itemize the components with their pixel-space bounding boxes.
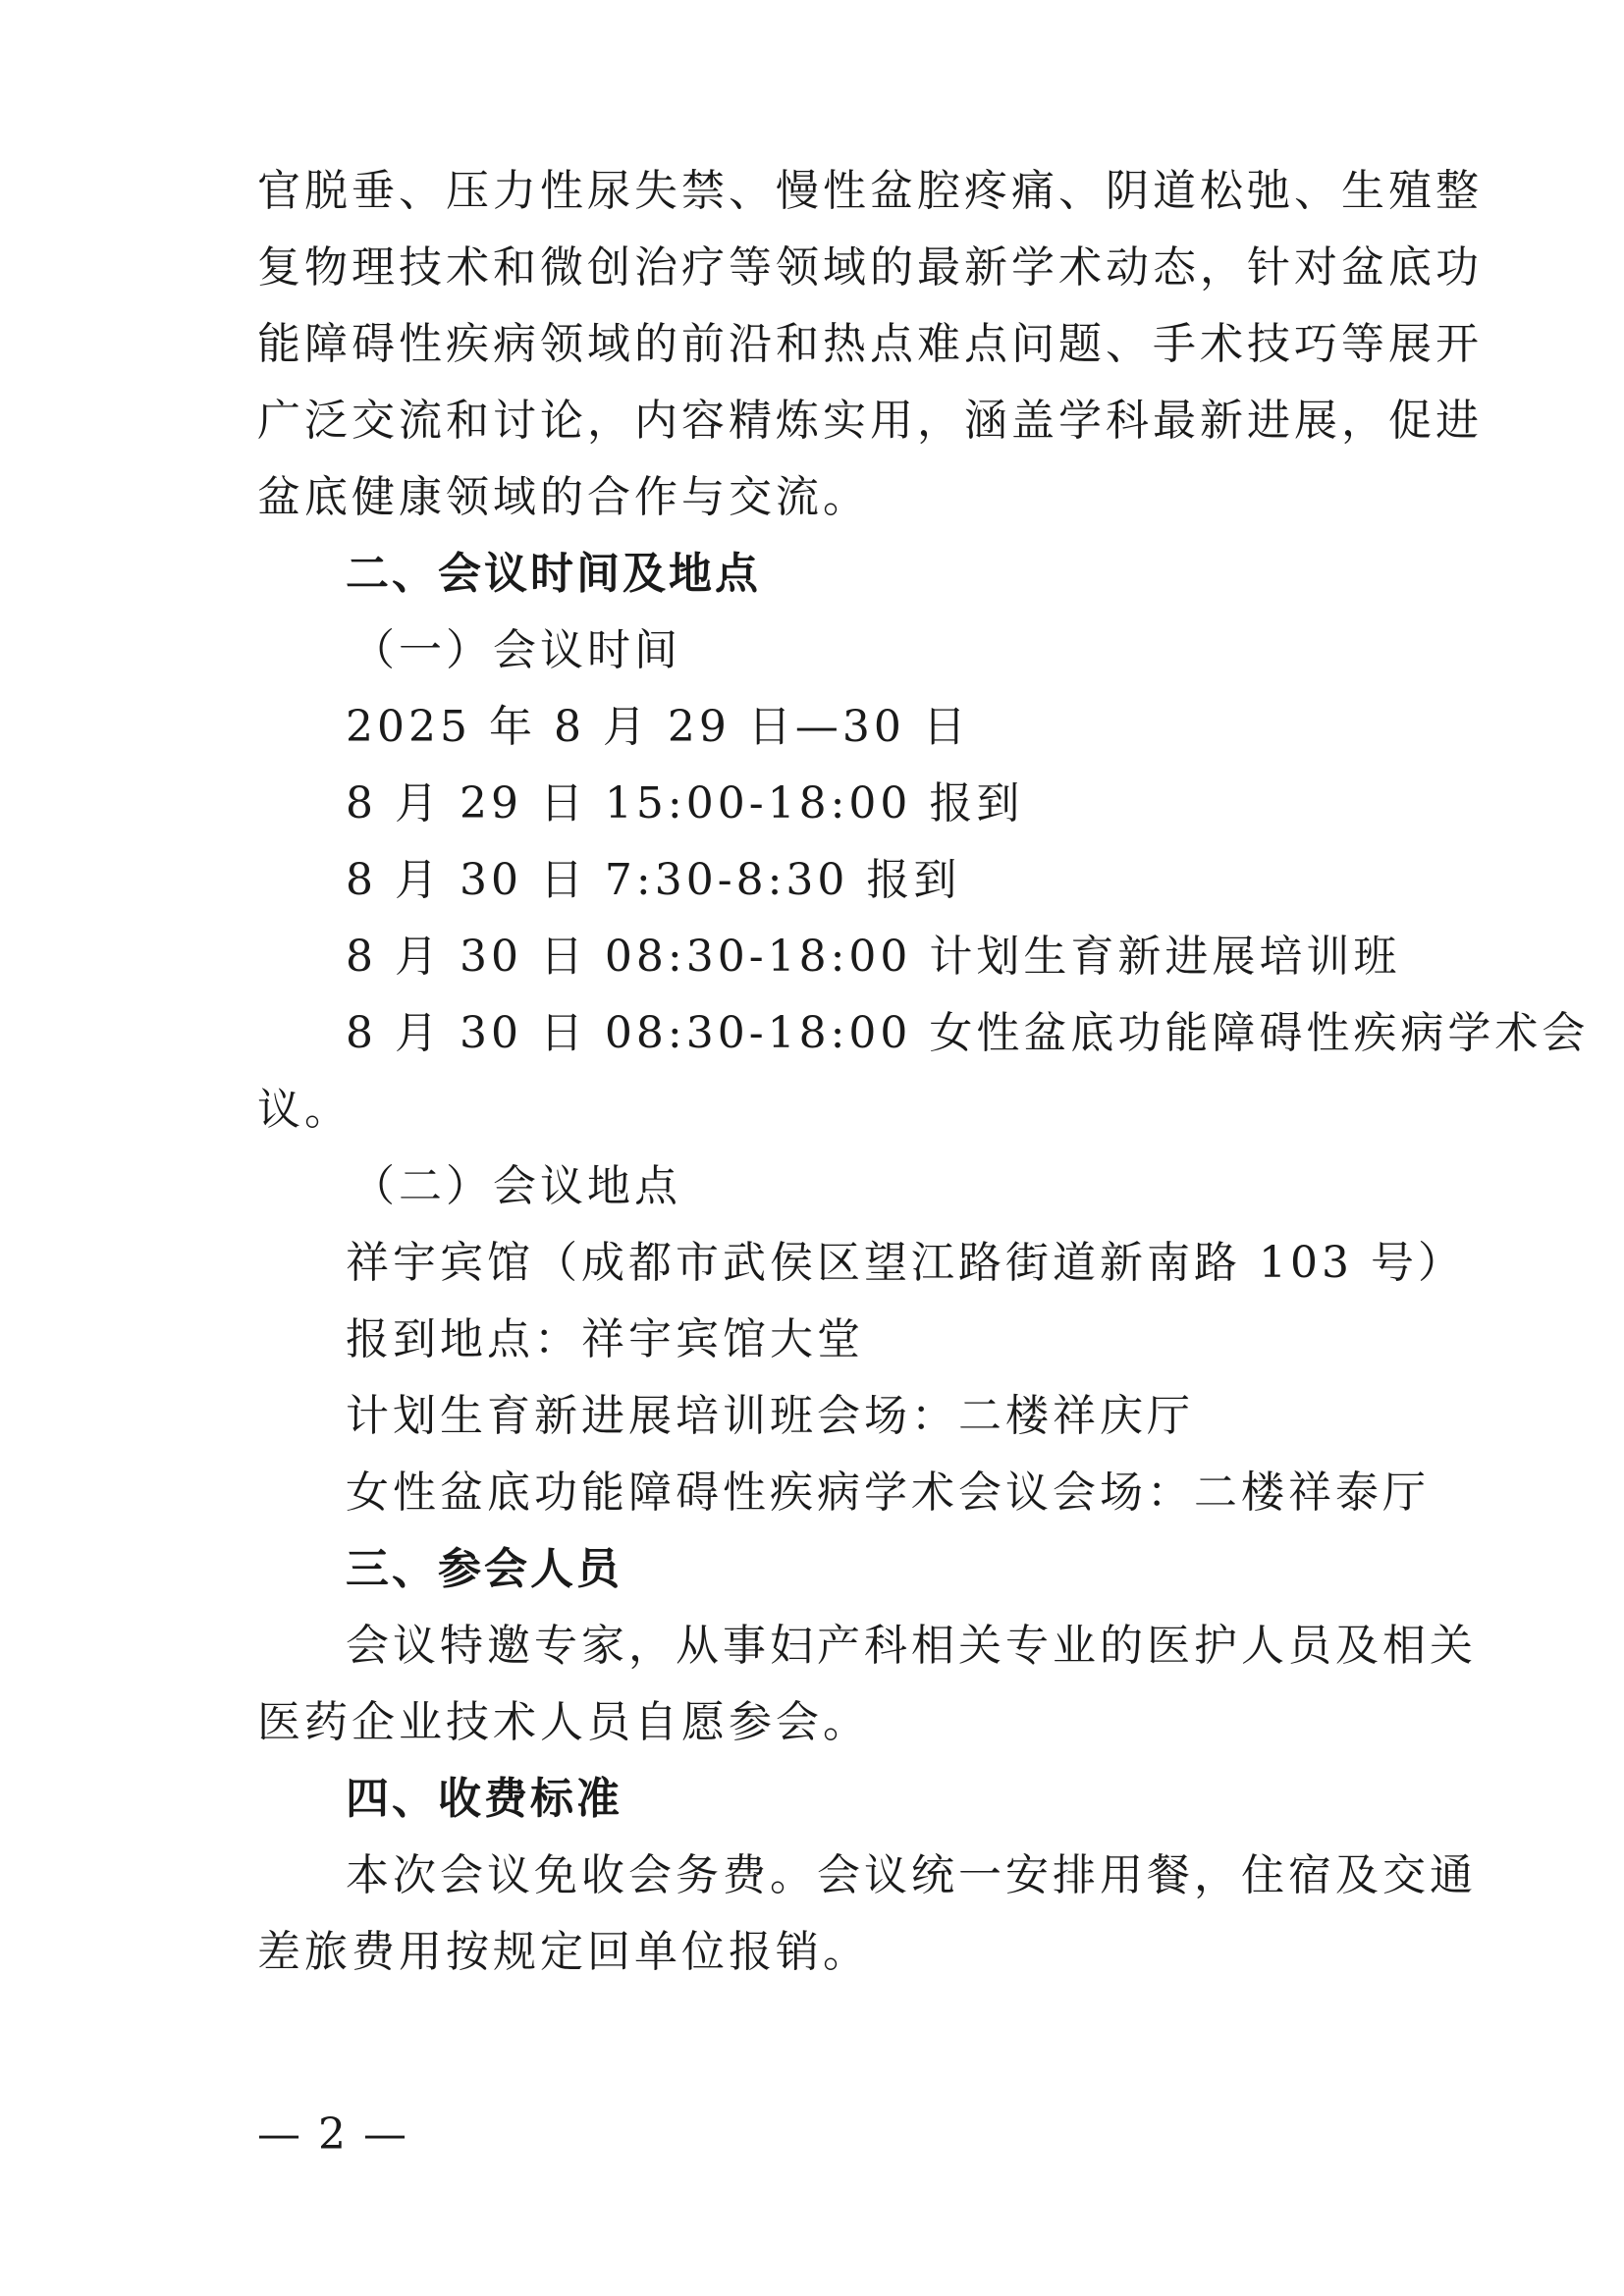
attendee-line: 医药企业技术人员自愿参会。	[257, 1697, 870, 1747]
page-number: — 2 —	[257, 2109, 408, 2160]
venue-line: 计划生育新进展培训班会场：二楼祥庆厅	[346, 1391, 1194, 1441]
subsection-heading: （一）会议时间	[352, 625, 681, 675]
section-heading: 四、收费标准	[346, 1774, 623, 1824]
venue-line: 女性盆底功能障碍性疾病学术会议会场：二楼祥泰厅	[346, 1468, 1430, 1518]
time-line: 2025 年 8 月 29 日—30 日	[346, 702, 970, 752]
venue-line: 祥宇宾馆（成都市武侯区望江路街道新南路 103 号）	[346, 1238, 1465, 1288]
intro-line: 官脱垂、压力性尿失禁、慢性盆腔疼痛、阴道松弛、生殖整	[257, 166, 1483, 216]
section-heading: 三、参会人员	[346, 1544, 623, 1594]
fee-line: 本次会议免收会务费。会议统一安排用餐，住宿及交通	[346, 1850, 1477, 1900]
subsection-heading: （二）会议地点	[352, 1161, 681, 1211]
intro-line: 能障碍性疾病领域的前沿和热点难点问题、手术技巧等展开	[257, 319, 1483, 369]
time-line: 8 月 30 日 7:30-8:30 报到	[346, 855, 961, 905]
intro-line: 广泛交流和讨论，内容精炼实用，涵盖学科最新进展，促进	[257, 396, 1483, 446]
time-line: 8 月 30 日 08:30-18:00 女性盆底功能障碍性疾病学术会	[346, 1008, 1590, 1058]
intro-line: 盆底健康领域的合作与交流。	[257, 472, 870, 522]
time-line: 议。	[257, 1085, 352, 1135]
venue-line: 报到地点：祥宇宾馆大堂	[346, 1314, 864, 1364]
time-line: 8 月 30 日 08:30-18:00 计划生育新进展培训班	[346, 932, 1401, 982]
attendee-line: 会议特邀专家，从事妇产科相关专业的医护人员及相关	[346, 1621, 1477, 1671]
time-line: 8 月 29 日 15:00-18:00 报到	[346, 778, 1024, 828]
fee-line: 差旅费用按规定回单位报销。	[257, 1927, 870, 1977]
intro-line: 复物理技术和微创治疗等领域的最新学术动态，针对盆底功	[257, 242, 1483, 293]
section-heading: 二、会议时间及地点	[346, 549, 761, 599]
